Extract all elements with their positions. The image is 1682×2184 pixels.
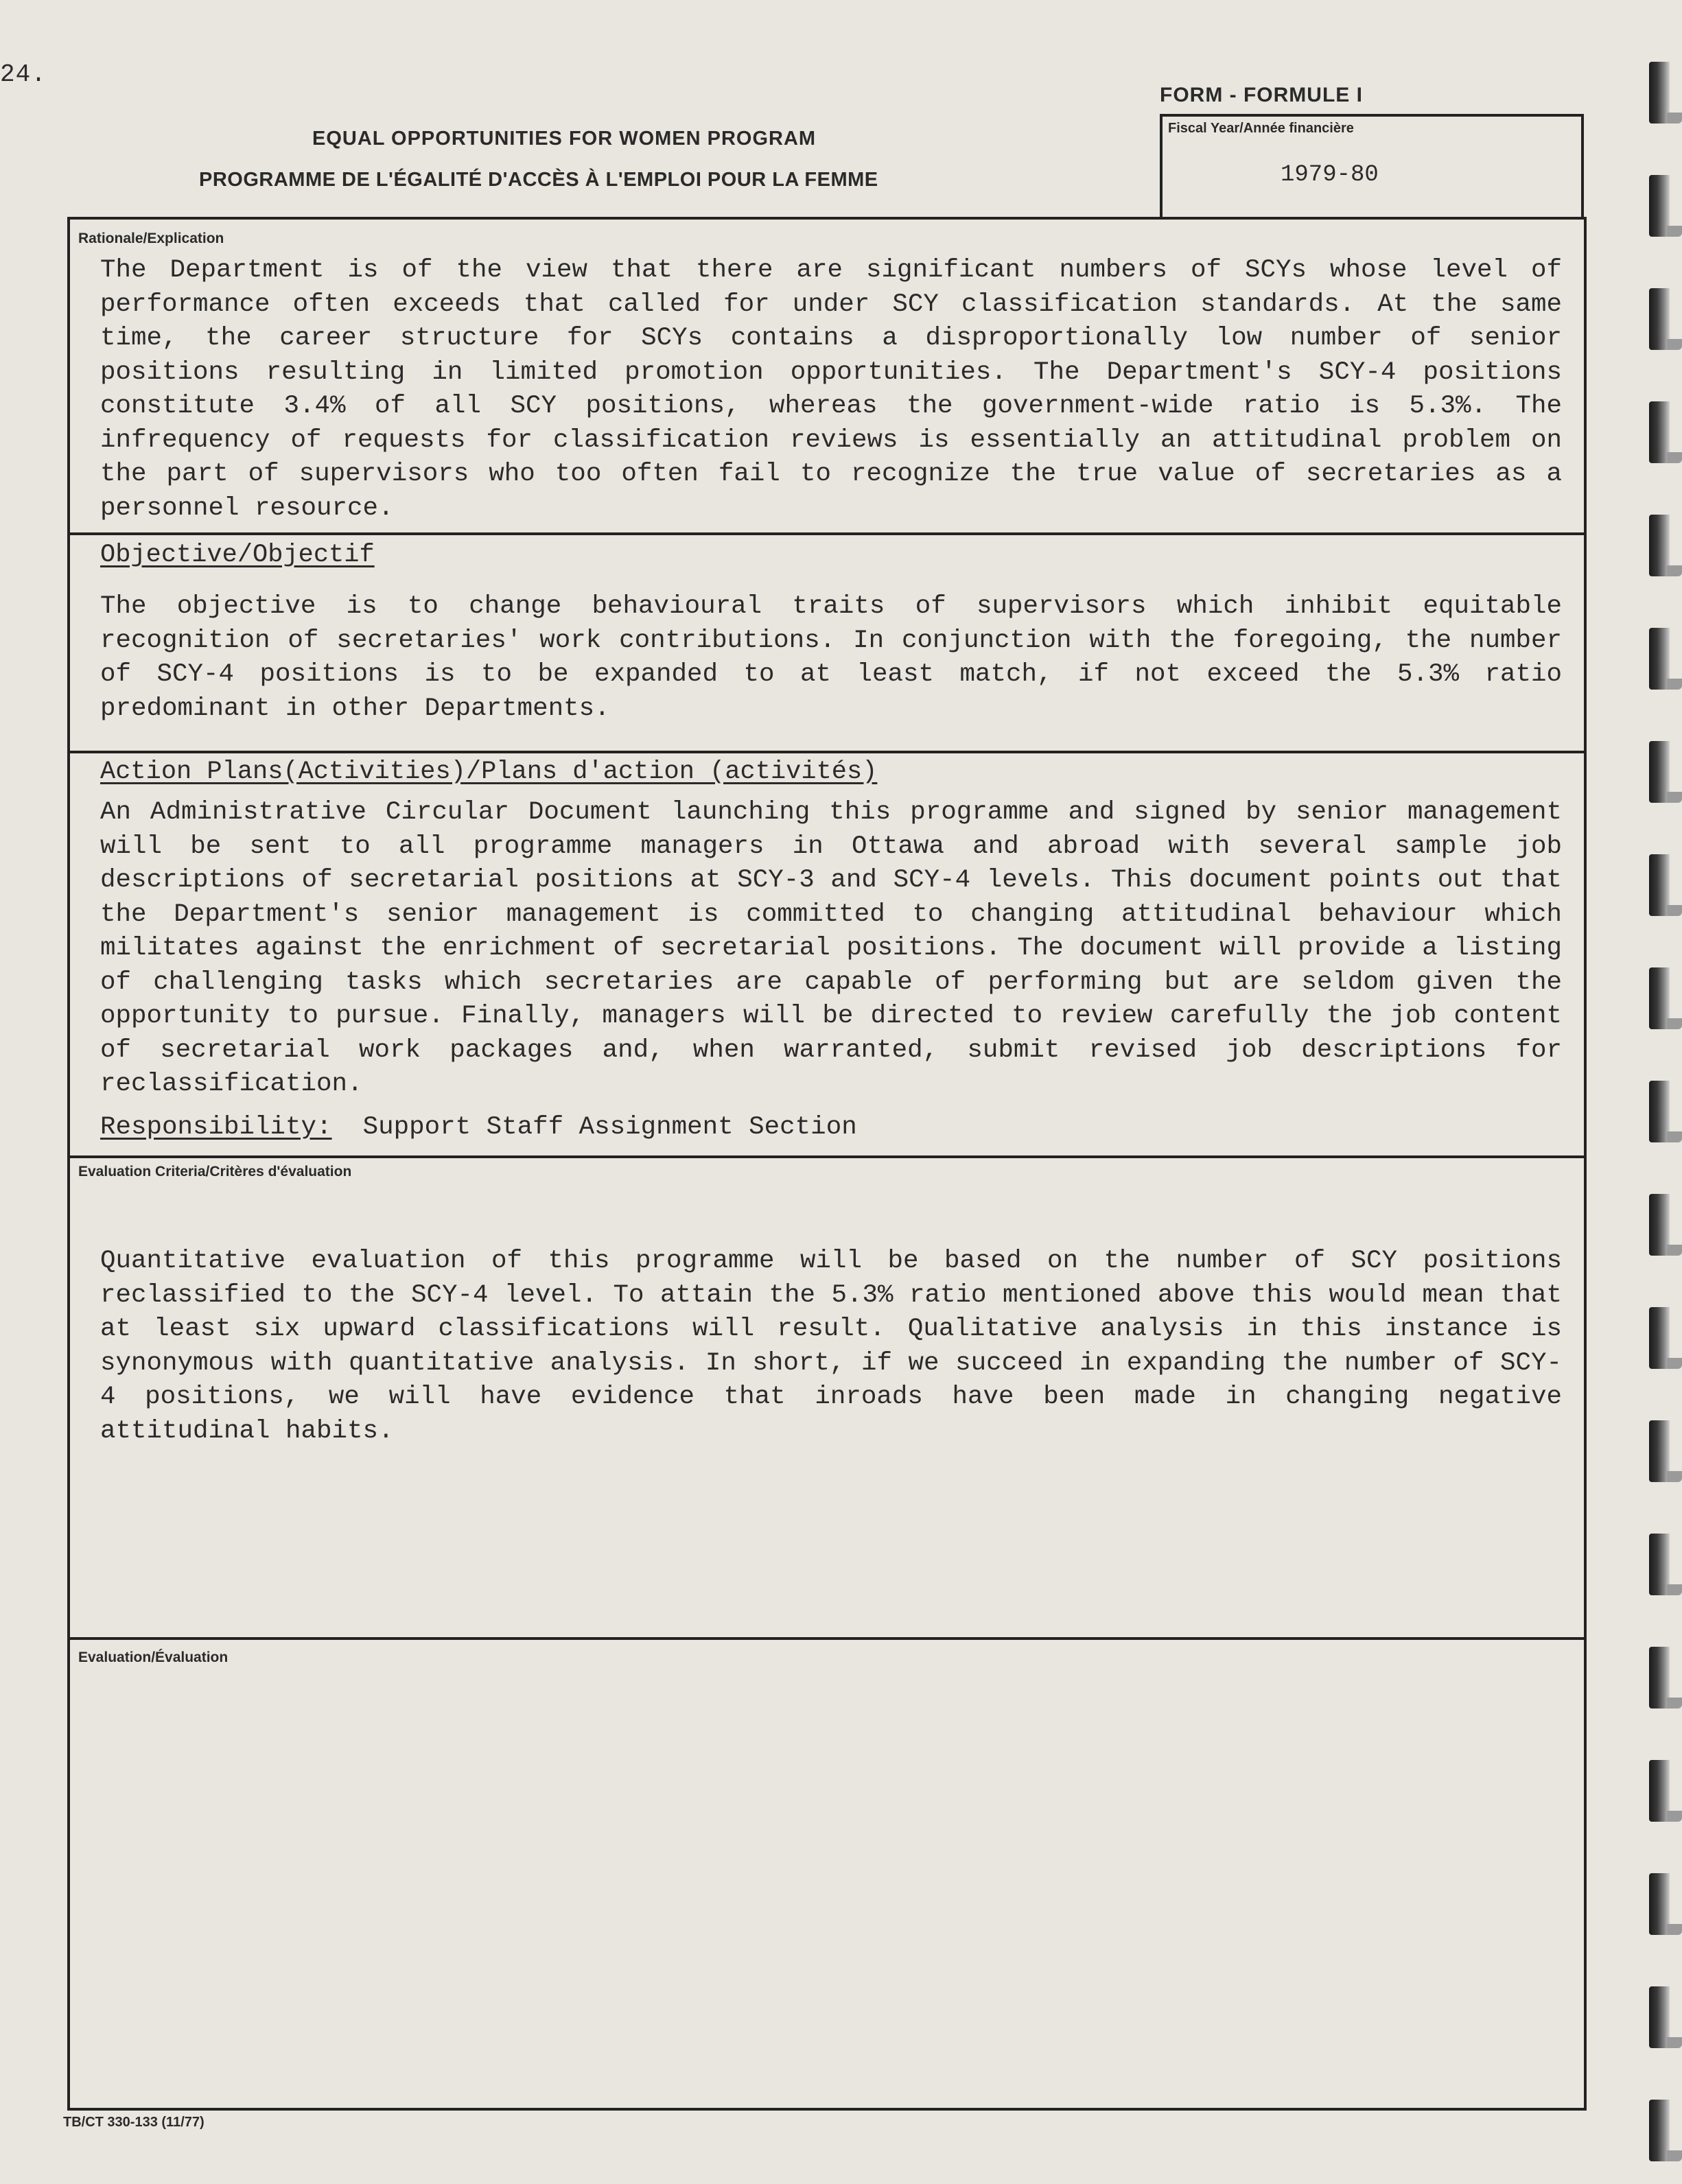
evaluation-criteria-label: Evaluation Criteria/Critères d'évaluation xyxy=(78,1164,352,1179)
objective-section xyxy=(70,535,1584,753)
fiscal-year-value: 1979-80 xyxy=(1281,162,1379,188)
responsibility-label: Responsibility: xyxy=(100,1113,332,1142)
responsibility-value: Support Staff Assignment Section xyxy=(362,1113,857,1142)
form-frame xyxy=(67,217,1587,2111)
fiscal-year-label: Fiscal Year/Année financière xyxy=(1168,121,1354,136)
spiral-binding xyxy=(1634,55,1682,2182)
form-label: FORM - FORMULE I xyxy=(1160,84,1363,106)
responsibility-line xyxy=(100,1113,857,1142)
page-number: 24. xyxy=(0,60,47,89)
objective-label: Objective/Objectif xyxy=(100,541,375,570)
evaluation-criteria-section xyxy=(70,1158,1584,1640)
action-plans-label: Action Plans(Activities)/Plans d'action (activités) xyxy=(100,758,878,786)
program-title-en: EQUAL OPPORTUNITIES FOR WOMEN PROGRAM xyxy=(312,128,817,150)
objective-text: The objective is to change behavioural traits of supervisors which inhibit equitable recognition of secretaries' work contributions. In conjunction with the foregoing, the number of SCY-4 positions is to be expanded to at least match, if not exceed the 5.3% ratio predominant in other Departments. xyxy=(100,592,1562,723)
evaluation-criteria-text: Quantitative evaluation of this programme will be based on the number of SCY positions reclassified to the SCY-4 level. To attain the 5.3% ratio mentioned above this would mean that at least six upward classifications will result. Qualitative analysis in this instance is synonymous with quantitative analysis. In short, if we succeed in expanding the number of SCY-4 positions, we will have evidence that inroads have been made in changing negative attitudinal habits. xyxy=(100,1247,1562,1446)
rationale-text: The Department is of the view that there are significant numbers of SCYs whose level of performance often exceeds that called for under SCY classification standards. At the same time, the career structure for SCYs contains a disproportionally low number of senior positions resulting in limited promotion opportunities. The Department's SCY-4 positions constitute 3.4% of all SCY positions, whereas the government-wide ratio is 5.3%. The infrequency of requests for classification reviews is essentially an attitudinal problem on the part of supervisors who too often fail to recognize the true value of secretaries as a personnel resource. xyxy=(100,256,1562,523)
rationale-section xyxy=(70,220,1584,535)
action-plans-text: An Administrative Circular Document launching this programme and signed by senior management will be sent to all programme managers in Ottawa and abroad with several sample job descriptions of secretarial positions at SCY-3 and SCY-4 levels. This document points out that the Department's senior management is committed to changing attitudinal behaviour which militates against the enrichment of secretarial positions. The document will provide a listing of challenging tasks which secretaries are capable of performing but are seldom given the opportunity to pursue. Finally, managers will be directed to review carefully the job content of secretarial work packages and, when warranted, submit revised job descriptions for reclassification. xyxy=(100,798,1562,1099)
form-code: TB/CT 330-133 (11/77) xyxy=(63,2115,205,2130)
rationale-label: Rationale/Explication xyxy=(78,231,224,246)
action-plans-section xyxy=(70,753,1584,1158)
program-title-fr: PROGRAMME DE L'ÉGALITÉ D'ACCÈS À L'EMPLOI POUR LA FEMME xyxy=(199,169,878,191)
fiscal-year-box xyxy=(1160,114,1584,217)
evaluation-section xyxy=(70,1640,1584,2108)
evaluation-label: Evaluation/Évaluation xyxy=(78,1649,229,1665)
